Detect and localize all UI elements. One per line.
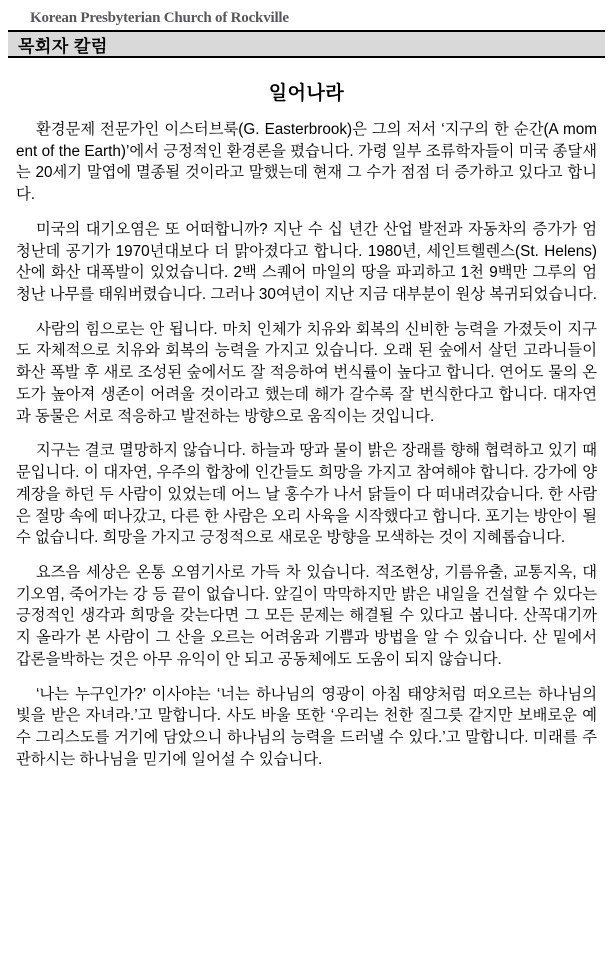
paragraph: ‘나는 누구인가?’ 이사야는 ‘너는 하나님의 영광이 아침 태양처럼 떠오르는 하나님의 빛을 받은 자녀라.’고 말합니다. 사도 바울 또한 ‘우리는 천한 질그릇 같지만 보배로운 예수 그리스도를 거기에 담았으니 하나님의 능력을 드러낼 수 있다.’고 말합니다. 미래를 주관하시는 하나님을 믿기에 일어설 수 있습니다. (16, 685, 597, 768)
article-title: 일어나라 (268, 83, 345, 104)
article-body (16, 119, 597, 770)
paragraph: 미국의 대기오염은 또 어떠합니까? 지난 수 십 년간 산업 발전과 자동차의 증가가 엄청난데 공기가 1970년대보다 더 맑아졌다고 합니다. 1980년, 세인트헬렌스(St. Helens) 산에 화산 대폭발이 있었습니다. 2백 스퀘어 마일의 땅을 파괴하고 1천 9백만 그루의 엄청난 나무를 태워버렸습니다. 그러나 30여년이 지난 지금 대부분이 원상 복귀되었습니다. (16, 220, 597, 304)
paragraph: 지구는 결코 멸망하지 않습니다. 하늘과 땅과 물이 밝은 장래를 향해 협력하고 있기 때문입니다. 이 대자연, 우주의 합창에 인간들도 희망을 가지고 참여해야 합니다. 강가에 양계장을 하던 두 사람이 있었는데 어느 날 홍수가 나서 닭들이 다 떠내려갔습니다. 한 사람은 절망 속에 떠나갔고, 다른 한 사람은 오리 사육을 시작했다고 합니다. 포기는 방안이 될 수 없습니다. 희망을 가지고 긍정적으로 새로운 방향을 모색하는 것이 지혜롭습니다. (16, 442, 597, 547)
masthead (0, 0, 613, 26)
section-header-band (8, 30, 605, 58)
article-content (0, 58, 613, 770)
section-title: 목회자 칼럼 (18, 36, 108, 56)
paragraph: 사람의 힘으로는 안 됩니다. 마치 인체가 치유와 회복의 신비한 능력을 가졌듯이 지구도 자체적으로 치유와 회복의 능력을 가지고 있습니다. 오래 된 숲에서 살던 고라니들이 화산 폭발 후 새로 조성된 숲에서도 잘 적응하여 번식률이 높다고 합니다. 연어도 물의 온도가 높아져 생존이 어려울 것이라고 했는데 해가 갈수록 잘 번식한다고 합니다. 대자연과 동물은 서로 적응하고 발전하는 방향으로 움직이는 것입니다. (16, 320, 597, 425)
paragraph: 요즈음 세상은 온통 오염기사로 가득 차 있습니다. 적조현상, 기름유출, 교통지옥, 대기오염, 죽어가는 강 등 끝이 없습니다. 앞길이 막막하지만 밝은 내일을 건설할 수 있다는 긍정적인 생각과 희망을 갖는다면 그 모든 문제는 해결될 수 있다고 봅니다. 산꼭대기까지 올라가 본 사람이 그 산을 오르는 어려움과 기쁨과 방법을 알 수 있습니다. 산 밑에서 갑론을박하는 것은 아무 유익이 안 되고 공동체에도 도움이 되지 않습니다. (16, 563, 597, 668)
paragraph: 환경문제 전문가인 이스터브룩(G. Easterbrook)은 그의 저서 ‘지구의 한 순간(A moment of the Earth)’에서 긍정적인 환경론을 폈습니다. 가령 일부 조류학자들이 미국 종달새는 20세기 말엽에 멸종될 것이라고 말했는데 현재 그 수가 점점 더 증가하고 있다고 합니다. (16, 121, 597, 204)
church-name: Korean Presbyterian Church of Rockville (30, 10, 289, 26)
